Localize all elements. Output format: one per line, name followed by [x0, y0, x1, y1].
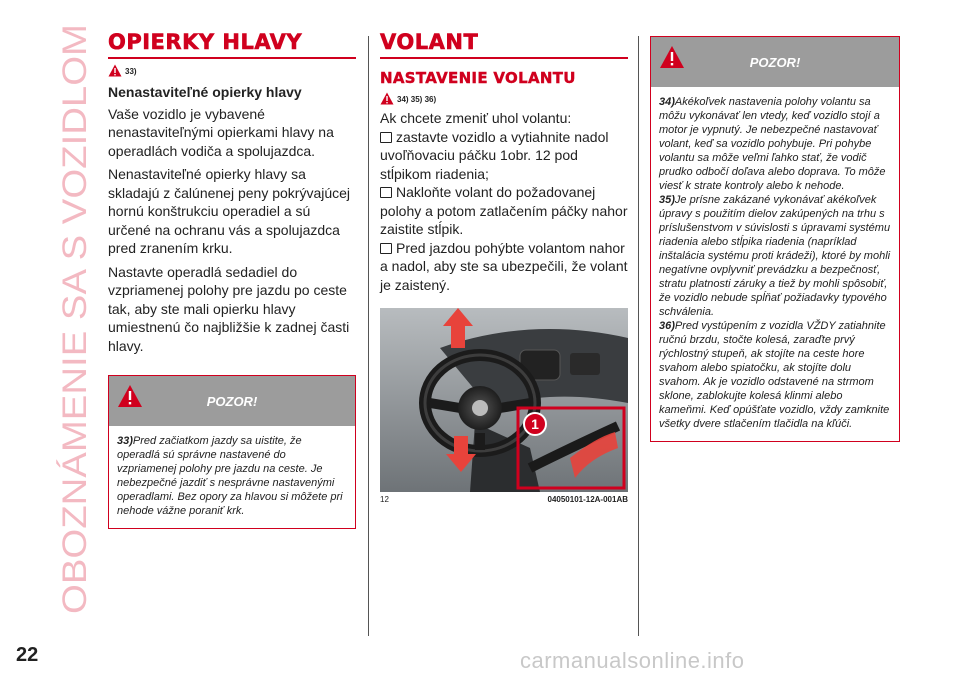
checkbox-bullet-icon	[380, 243, 392, 254]
subheading: Nenastaviteľné opierky hlavy	[108, 84, 302, 100]
warning-triangle-icon	[108, 64, 122, 77]
column-steering-wheel	[380, 30, 628, 504]
warning-body	[109, 426, 355, 528]
warning-item-text: Pred vystúpením z vozidla VŽDY zatiahnite ručnú brzdu, stočte kolesá, zaraďte prvý rýchlostný stupeň, ak stojíte na ceste hore svahom alebo spiatočku, ak stojíte dolu svahom. Ak je vozidlo odstavené na strmom sklone, zablokujte kolesá klinmi alebo kameňmi. Keď opúšťate vozidlo, vždy zamknite všetky dvere stlačením tlačidla na kľúči.	[659, 320, 890, 430]
section-title-steering-wheel: VOLANT	[380, 30, 479, 54]
section-title-head-restraints: OPIERKY HLAVY	[108, 30, 303, 54]
step-text: Nakloňte volant do požadovanej polohy a potom zatlačením páčky nahor zaistite stĺpik.	[380, 184, 628, 237]
intro-text: Ak chcete zmeniť uhol volantu:	[380, 110, 572, 126]
section-rule	[380, 57, 628, 59]
figure-number: 12	[380, 495, 389, 504]
warning-triangle-icon	[380, 92, 394, 105]
warning-ref-text: 34) 35) 36)	[397, 95, 437, 104]
side-section-title	[56, 24, 96, 614]
paragraph: Nastavte operadlá sedadiel do vzpriamenej polohy pre jazdu po ceste tak, aby ste mali opierku hlavy umiestnenú čo najbližšie k zadnej časti hlavy.	[108, 263, 350, 354]
section-rule	[108, 57, 356, 59]
warning-item	[659, 319, 891, 431]
warning-item	[659, 95, 891, 193]
steering-wheel-illustration	[380, 308, 628, 492]
subsection-title: NASTAVENIE VOLANTU	[380, 69, 576, 87]
page-number: 22	[16, 644, 39, 666]
warning-item-ref: 35)	[659, 194, 675, 206]
checkbox-bullet-icon	[380, 187, 392, 198]
column-warnings	[650, 36, 900, 442]
warning-ref-text: 33)	[125, 67, 137, 76]
column-head-restraints	[108, 30, 356, 529]
warning-item-ref: 36)	[659, 320, 675, 332]
warning-reference	[108, 64, 356, 77]
checkbox-bullet-icon	[380, 132, 392, 143]
warning-item-ref: 34)	[659, 96, 675, 108]
side-title-text: OBOZNÁMENIE SA S VOZIDLOM	[56, 90, 94, 614]
warning-label: POZOR!	[206, 394, 258, 409]
warning-item-ref: 33)	[117, 435, 133, 447]
watermark: carmanualsonline.info	[520, 648, 745, 673]
step-text: Pred jazdou pohýbte volantom nahor a nadol, aby ste sa ubezpečili, že volant je zaistený.	[380, 239, 628, 293]
warning-item-text: Akékoľvek nastavenia polohy volantu sa môžu vykonávať len vtedy, keď vozidlo stojí a motor je vypnutý. Je nebezpečné nastavovať volant, keď sa vozidlo pohybuje. Pri pohybe volantu sa môže veľmi ľahko stať, že vodič prudko odbočí doľava alebo doprava. To môže viesť k strate kontroly alebo k nehode.	[659, 96, 886, 192]
warning-box-header	[109, 376, 355, 426]
warning-label: POZOR!	[749, 55, 801, 70]
column-divider-2	[638, 36, 639, 636]
step-item	[380, 183, 628, 239]
step-text: zastavte vozidlo a vytiahnite nadol uvoľňovaciu páčku 1obr. 12 pod stĺpikom riadenia;	[380, 128, 609, 182]
warning-item-text: Pred začiatkom jazdy sa uistite, že operadlá sú správne nastavené do vzpriamenej polohy pre jazdu na ceste. Je nebezpečné jazdiť s nesprávne nastavenými operadlami. Bez opory za hlavou si môžete pri nehode vážne poraniť krk.	[117, 435, 343, 517]
column-divider-1	[368, 36, 369, 636]
warning-box-header	[651, 37, 899, 87]
warning-item	[659, 193, 891, 319]
warning-box	[108, 375, 356, 529]
paragraph: Vaše vozidlo je vybavené nenastaviteľnými opierkami hlavy na operadlách vodiča a spolujazdca.	[108, 105, 334, 159]
warning-item-text: Je prísne zakázané vykonávať akékoľvek úpravy s použitím dielov zakúpených na trhu s príslušenstvom v súvislosti s úpravami systému riadenia alebo stĺpika riadenia (napríklad inštalácia systému proti krádeži), ktoré by mohli negatívne ovplyvniť prevádzku a bezpečnosť, stratu platnosti záruky a tiež by mohli spôsobiť, že vozidlo nebude spĺňať požiadavky typového schválenia.	[659, 194, 891, 318]
figure-code: 04050101-12A-001AB	[547, 495, 628, 504]
warning-box	[650, 36, 900, 442]
callout-label: 1	[531, 416, 539, 432]
figure-caption	[380, 495, 628, 504]
step-item	[380, 128, 628, 184]
paragraph: Nenastaviteľné opierky hlavy sa skladajú z čalúnenej peny pokrývajúcej hornú konštrukciu operadiel a sú určené na ochranu vás a spolujazdca pred zranením krku.	[108, 166, 351, 256]
warning-reference	[380, 92, 628, 105]
steering-wheel-figure	[380, 308, 628, 492]
step-item	[380, 239, 628, 295]
warning-body	[651, 87, 899, 441]
